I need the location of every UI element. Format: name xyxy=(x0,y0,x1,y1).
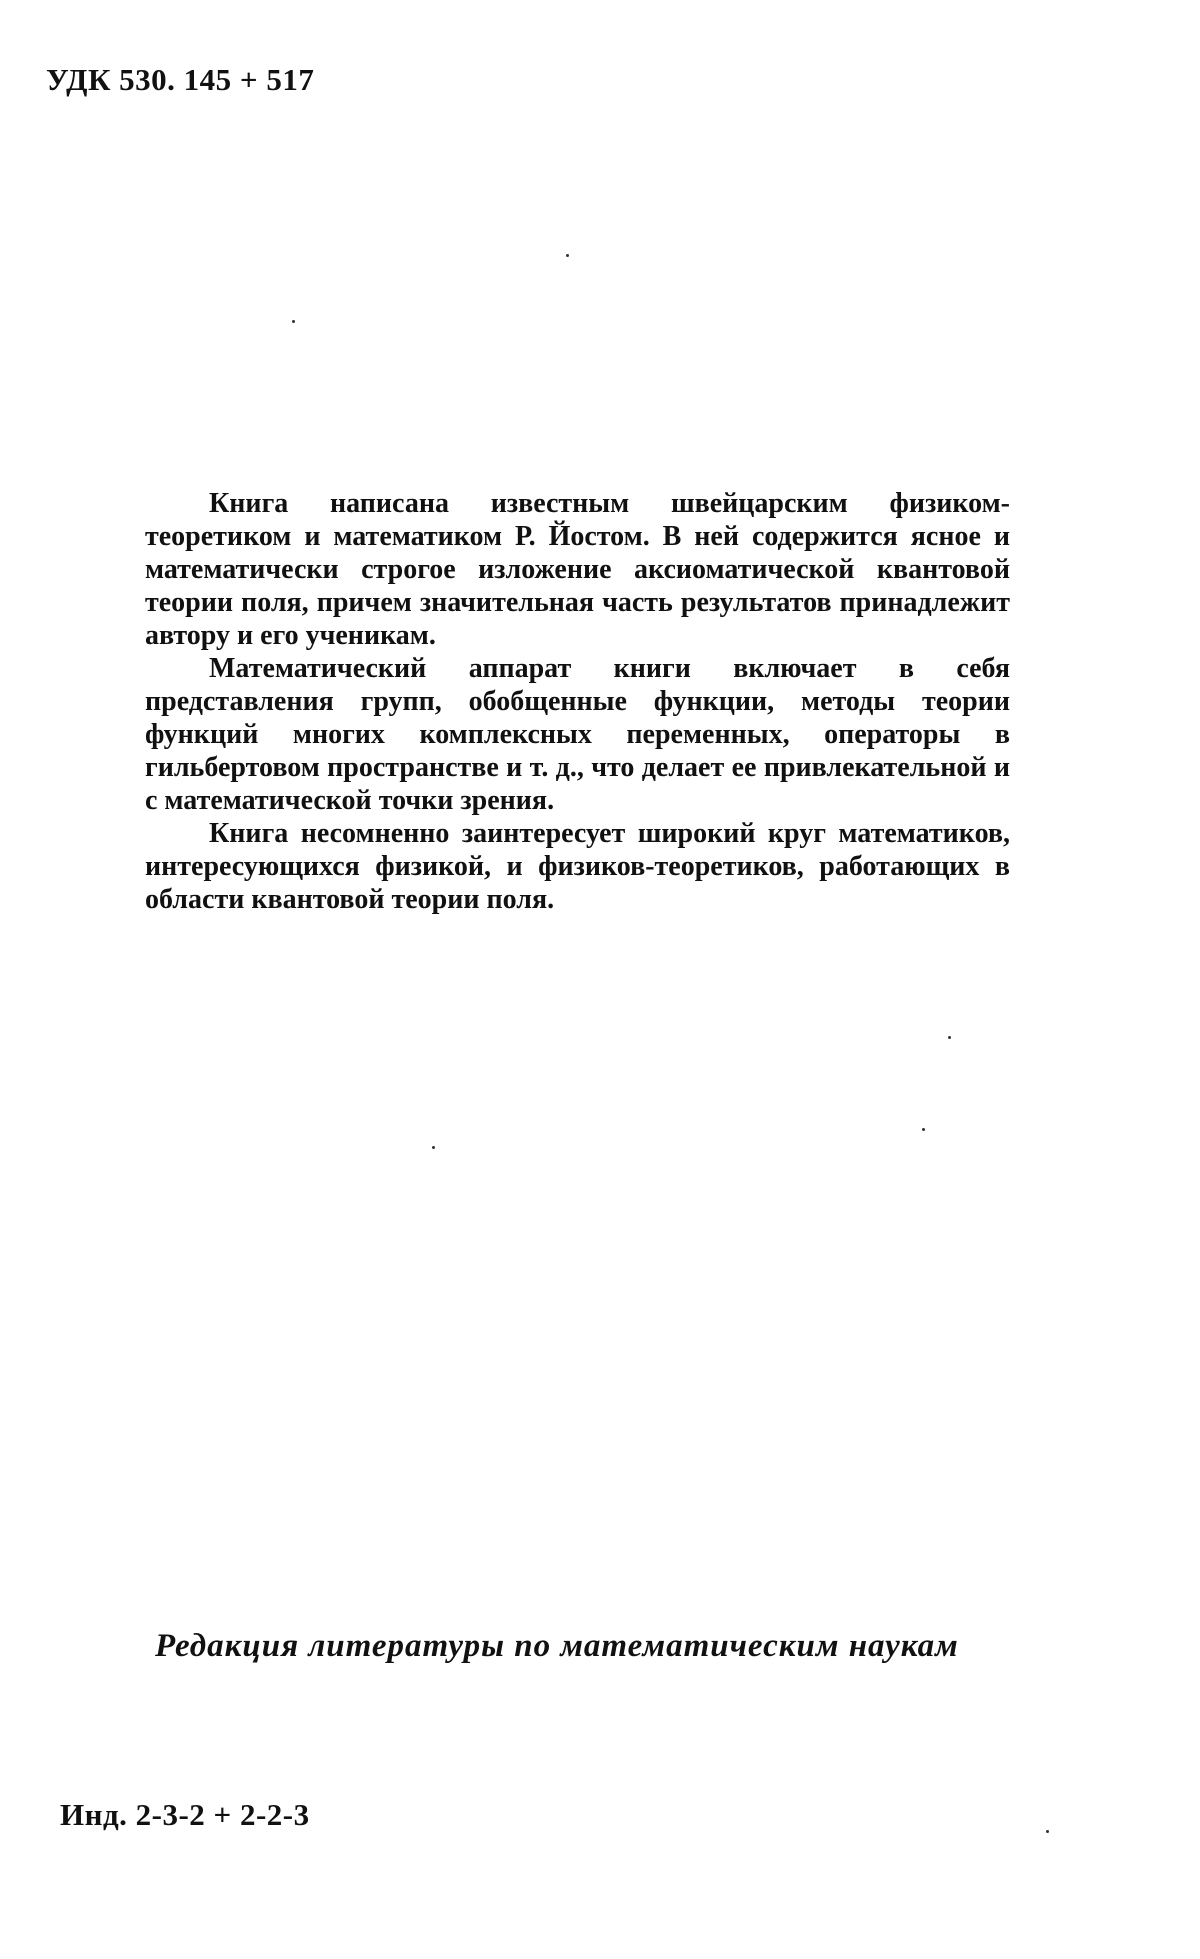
editorial-note: Редакция литературы по математическим наукам xyxy=(155,1628,959,1664)
abstract-paragraph-3: Книга несомненно заинтересует широкий круг математиков, интересующихся физикой, и физиков-теоретиков, работающих в области квантовой теории поля. xyxy=(145,818,1010,915)
abstract-paragraph-2: Математический аппарат книги включает в себя представления групп, обобщенные функции, методы теории функций многих комплексных переменных, операторы в гильбертовом пространстве и т. д., что делает ее привлекательной и с математической точки зрения. xyxy=(145,653,1010,816)
scan-speck xyxy=(432,1146,435,1149)
scan-speck xyxy=(948,1036,951,1039)
udk-code: УДК 530. 145 + 517 xyxy=(46,62,315,97)
scan-speck xyxy=(292,320,295,323)
scan-speck xyxy=(566,254,569,257)
book-abstract xyxy=(145,487,1010,916)
index-code: Инд. 2-3-2 + 2-2-3 xyxy=(60,1797,310,1832)
scan-speck xyxy=(1046,1830,1049,1833)
scan-speck xyxy=(922,1128,925,1131)
abstract-paragraph-1: Книга написана известным швейцарским физиком-теоретиком и математиком Р. Йостом. В ней содержится ясное и математически строгое изложение аксиоматической квантовой теории поля, причем значительная часть результатов принадлежит автору и его ученикам. xyxy=(145,488,1010,651)
